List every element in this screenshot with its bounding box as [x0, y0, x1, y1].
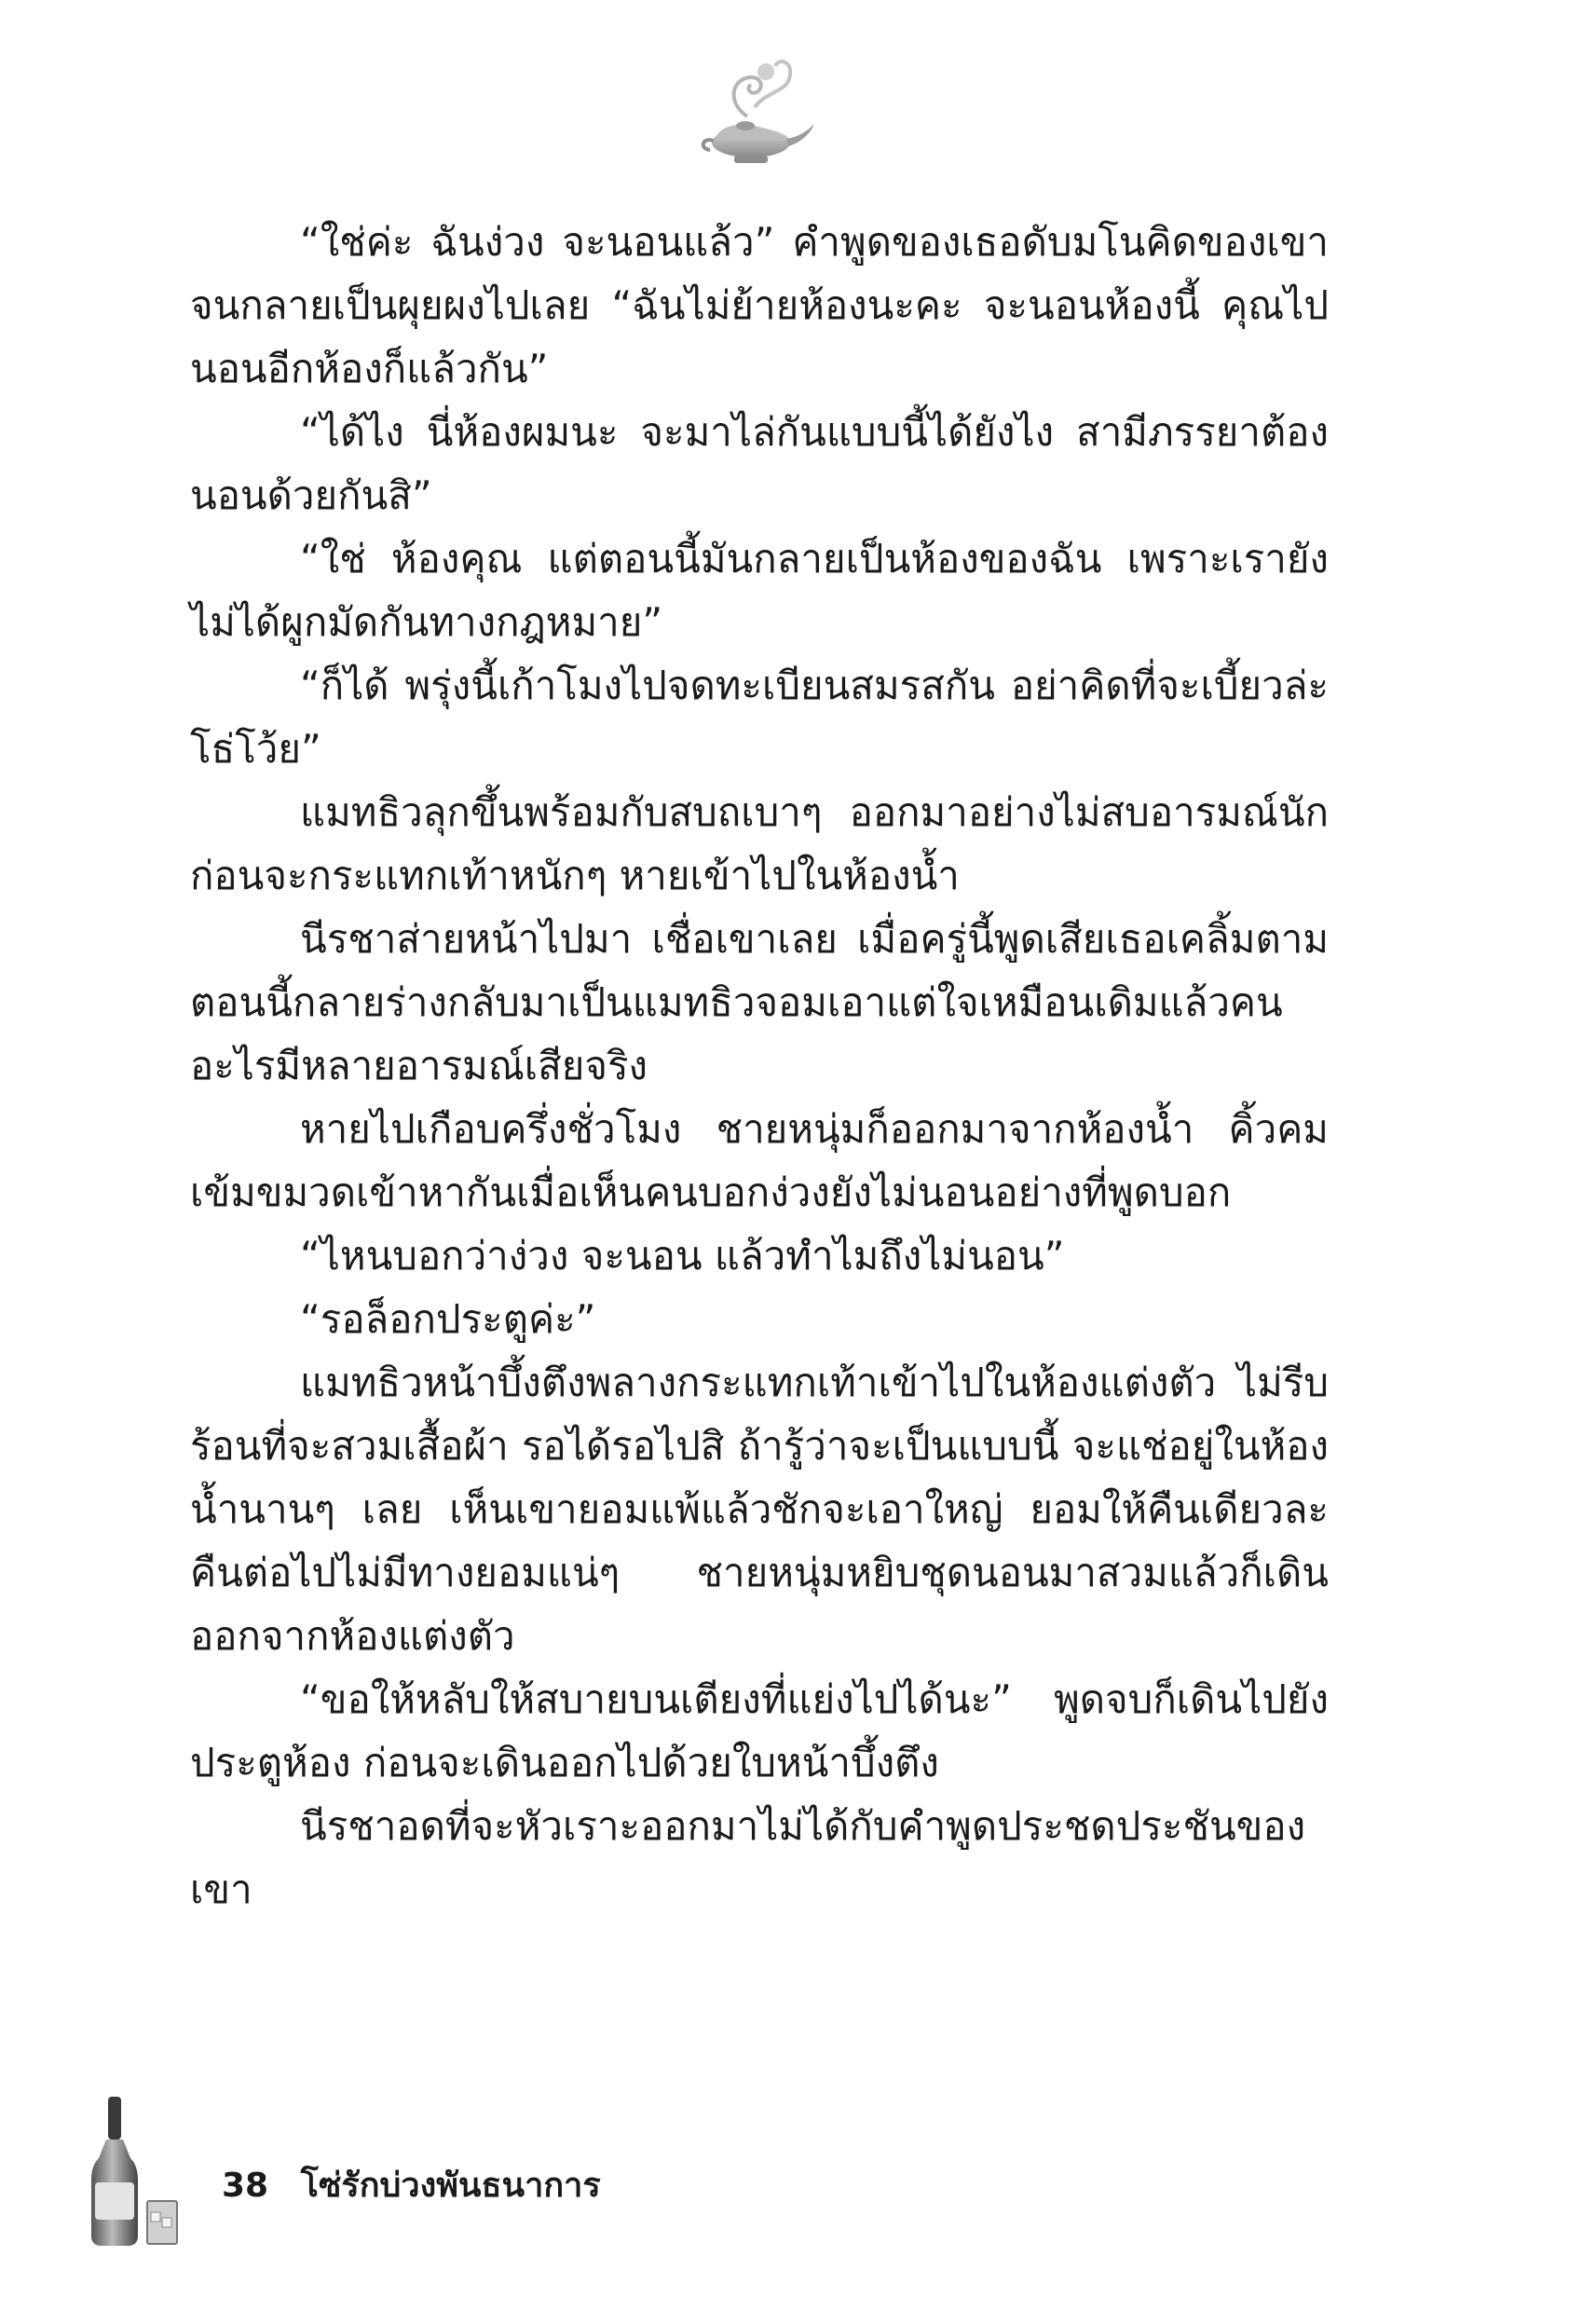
- liquor-bottle-icon: [82, 2097, 184, 2246]
- page-number: 38: [222, 2167, 269, 2205]
- paragraph: “ใช่ ห้องคุณ แต่ตอนนี้มันกลายเป็นห้องของฉัน เพราะเรายังไม่ได้ผูกมัดกันทางกฎหมาย”: [190, 536, 1329, 645]
- paragraph: “ได้ไง นี่ห้องผมนะ จะมาไล่กันแบบนี้ได้ยังไง สามีภรรยาต้องนอนด้วยกันสิ”: [190, 409, 1329, 518]
- body-text: [190, 211, 1329, 1921]
- paragraph: แมทธิวลุกขึ้นพร้อมกับสบถเบาๆ ออกมาอย่างไม่สบอารมณ์นักก่อนจะกระแทกเท้าหนักๆ หายเข้าไปในห้องน้ำ: [190, 789, 1329, 898]
- paragraph: “รอล็อกประตูค่ะ”: [300, 1296, 596, 1342]
- page-footer: [222, 2163, 601, 2209]
- paragraph: “ไหนบอกว่าง่วง จะนอน แล้วทำไมถึงไม่นอน”: [300, 1233, 1065, 1279]
- paragraph: “ขอให้หลับให้สบายบนเตียงที่แย่งไปได้นะ” พูดจบก็เดินไปยังประตูห้อง ก่อนจะเดินออกไปด้วยใบหน้าบึ้งตึง: [190, 1676, 1329, 1785]
- paragraph: “ใช่ค่ะ ฉันง่วง จะนอนแล้ว” คำพูดของเธอดับมโนคิดของเขาจนกลายเป็นผุยผงไปเลย “ฉันไม่ย้ายห้องนะคะ จะนอนห้องนี้ คุณไปนอนอีกห้องก็แล้วกัน”: [190, 219, 1329, 391]
- paragraph: นีรชาส่ายหน้าไปมา เชื่อเขาเลย เมื่อครู่นี้พูดเสียเธอเคลิ้มตามตอนนี้กลายร่างกลับมาเป็นแมทธิวจอมเอาแต่ใจเหมือนเดิมแล้วคนอะไรมีหลายอารมณ์เสียจริง: [190, 916, 1329, 1088]
- paragraph: หายไปเกือบครึ่งชั่วโมง ชายหนุ่มก็ออกมาจากห้องน้ำ คิ้วคมเข้มขมวดเข้าหากันเมื่อเห็นคนบอกง่วงยังไม่นอนอย่างที่พูดบอก: [190, 1106, 1329, 1215]
- paragraph: “ก็ได้ พรุ่งนี้เก้าโมงไปจดทะเบียนสมรสกัน อย่าคิดที่จะเบี้ยวล่ะโธ่โว้ย”: [190, 663, 1329, 772]
- book-title: โซ่รักบ่วงพันธนาการ: [300, 2167, 601, 2205]
- paragraph: แมทธิวหน้าบึ้งตึงพลางกระแทกเท้าเข้าไปในห้องแต่งตัว ไม่รีบร้อนที่จะสวมเสื้อผ้า รอได้รอไปสิ ถ้ารู้ว่าจะเป็นแบบนี้ จะแช่อยู่ในห้องน้ำนานๆ เลย เห็นเขายอมแพ้แล้วชักจะเอาใหญ่ ยอมให้คืนเดียวละคืนต่อไปไม่มีทางยอมแน่ๆ ชายหนุ่มหยิบชุดนอนมาสวมแล้วก็เดินออกจากห้องแต่งตัว: [190, 1360, 1329, 1659]
- genie-lamp-icon: [689, 51, 820, 172]
- paragraph: นีรชาอดที่จะหัวเราะออกมาไม่ได้กับคำพูดประชดประชันของเขา: [190, 1803, 1306, 1912]
